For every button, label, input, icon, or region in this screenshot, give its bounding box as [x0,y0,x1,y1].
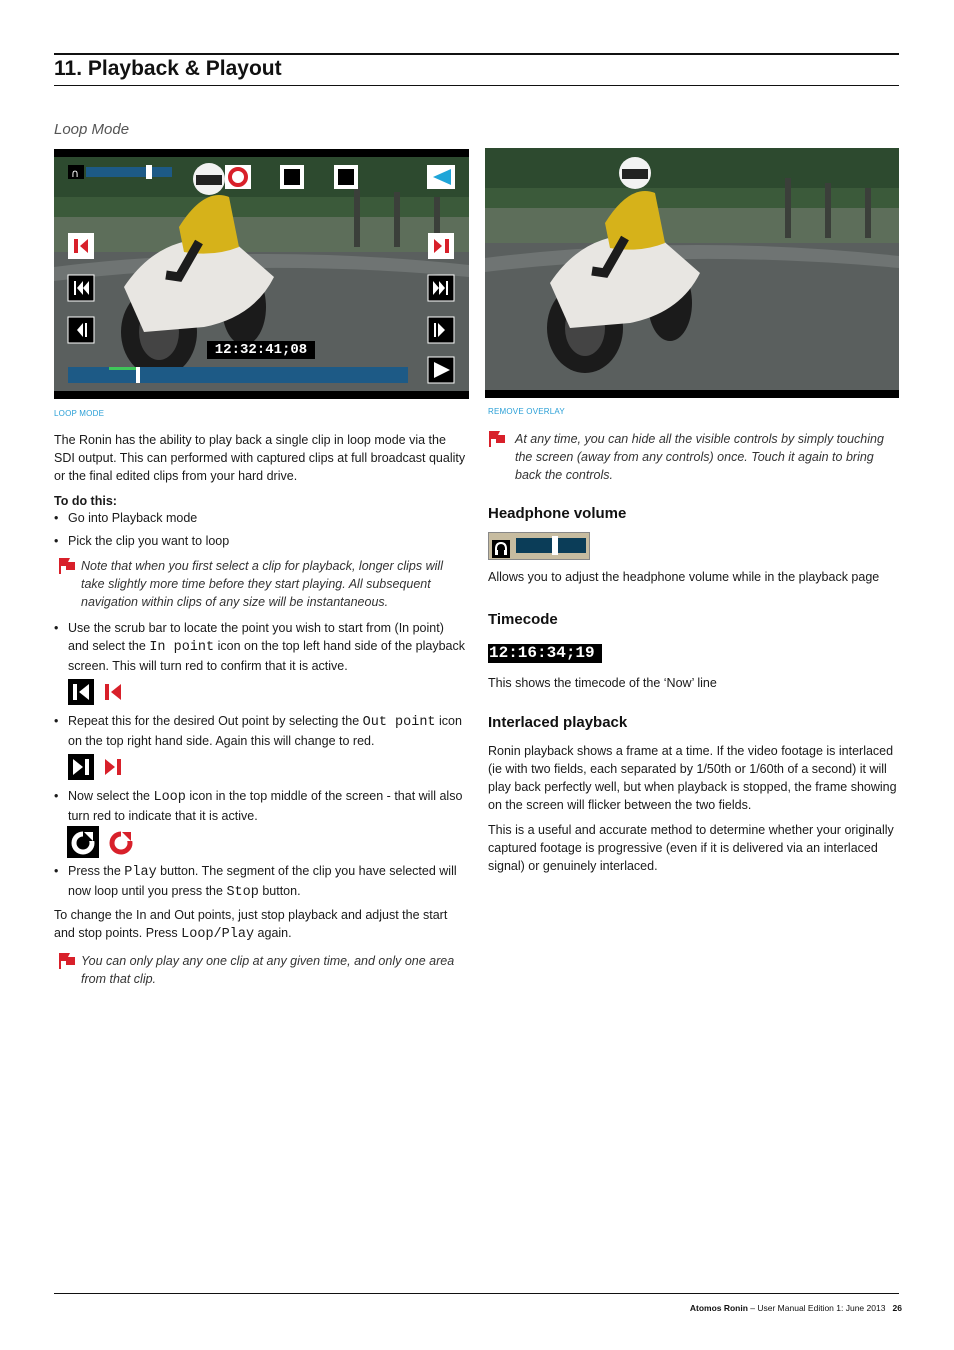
headphone-volume-widget [488,532,590,560]
outro-text: To change the In and Out points, just stop playback and adjust the start and stop points. Press [54,908,448,940]
play-code: Play [124,865,157,880]
footer [690,1303,902,1313]
remove-overlay-screenshot [485,148,899,398]
footer-rule [54,1293,899,1294]
loop-code: Loop [153,790,186,805]
bullet-text [68,862,468,902]
loop-play-code: Loop/Play [181,927,255,942]
bullet-text [68,619,468,675]
footer-text: – User Manual Edition 1: June 2013 [747,1303,886,1313]
in-point-code: In point [149,640,215,655]
footer-brand: Atomos Ronin [689,1303,748,1313]
bullet-text-part: button. The segment of the clip you have selected will now loop until you press the [68,864,457,898]
timecode-text: This shows the timecode of the ‘Now’ line [488,676,717,690]
page-title: 11. Playback & Playout [54,57,282,80]
loop-mode-screenshot [54,149,469,399]
note-first-select: Note that when you first select a clip for playback, longer clips will take slightly more time before they start playing. All subsequent navigation within clips of any size will be instantaneous. [81,559,443,609]
interlaced-paragraph-1: Ronin playback shows a frame at a time. If the video footage is interlaced (ie with two fields, each separated by 1/50th or 1/60th of a second) it will play back perfectly well, but when playback is stopped, the frame showing on the screen will flicker between the two fields. [488,744,897,812]
bullet-dot: • [54,714,59,728]
right-caption: REMOVE OVERLAY [488,407,565,416]
top-rule [54,53,899,55]
bullet-text-part: Use the scrub bar to locate the point you wish to start from (In point) and select the [68,621,444,653]
headphone-heading: Headphone volume [488,505,627,522]
out-point-icon-active [100,754,126,780]
bullet-text [68,787,468,825]
outro-text: again. [254,926,292,940]
scene-image-clean [485,148,899,390]
interlaced-paragraph-2: This is a useful and accurate method to determine whether your originally captured footage is progressive (even if it is delivered via an interlaced signal) or genuinely interlaced. [488,823,894,873]
bullet-text-part: button. [258,884,301,898]
bullet-dot: • [54,534,59,548]
bullet-text-part: Repeat this for the desired Out point by selecting the [68,714,363,728]
in-point-icon-active [100,679,126,705]
bullet-text-part: icon on the top left hand side of the playback screen. This will turn red to confirm that it is active. [68,639,465,673]
title-rule [54,85,899,86]
bullet-text-part: icon on the top right hand side. Again this will change to red. [68,714,462,748]
page-number: 26 [892,1303,902,1313]
outro-paragraph [54,906,468,944]
bullet-text: Go into Playback mode [68,511,198,525]
section-label: Loop Mode [54,121,130,138]
left-timecode: 12:32:41;08 [214,342,308,358]
in-point-icon-inactive [68,679,94,705]
note-flag-icon [58,952,76,970]
bullet-dot: • [54,789,59,803]
stop-code: Stop [226,885,259,900]
bullet-text-part: Press the [68,864,125,878]
note-one-clip: You can only play any one clip at any given time, and only one area from that clip. [81,954,455,986]
bullet-text-part: Now select the [68,789,154,803]
bullet-text: Pick the clip you want to loop [68,534,230,548]
bullet-text [68,712,468,750]
interlaced-heading: Interlaced playback [488,714,628,731]
volume-slider-knob [552,536,558,555]
bullet-text-part: icon in the top middle of the screen - that will also turn red to indicate that it is active. [68,789,463,823]
todo-heading: To do this: [54,494,117,508]
out-point-code: Out point [362,715,436,730]
headphone-icon [492,540,510,558]
headphone-text: Allows you to adjust the headphone volume while in the playback page [488,570,880,584]
timecode-heading: Timecode [488,611,558,628]
loop-icon-inactive [67,826,99,858]
bullet-dot: • [54,511,59,525]
note-flag-icon [58,557,76,575]
note-hide-controls: At any time, you can hide all the visible controls by simply touching the screen (away from any controls) once. Touch it again to bring back the controls. [515,432,884,482]
note-flag-icon [488,430,506,448]
loop-icon-active [105,826,137,858]
out-point-icon-inactive [68,754,94,780]
timecode-display: 12:16:34;19 [488,644,602,663]
svg-text:∩: ∩ [71,167,80,180]
left-caption: LOOP MODE [54,409,105,418]
bullet-dot: • [54,864,59,878]
intro-paragraph: The Ronin has the ability to play back a single clip in loop mode via the SDI output. This can performed with captured clips at full broadcast quality or the final edited clips from your hard drive. [54,433,466,483]
bullet-dot: • [54,621,59,635]
